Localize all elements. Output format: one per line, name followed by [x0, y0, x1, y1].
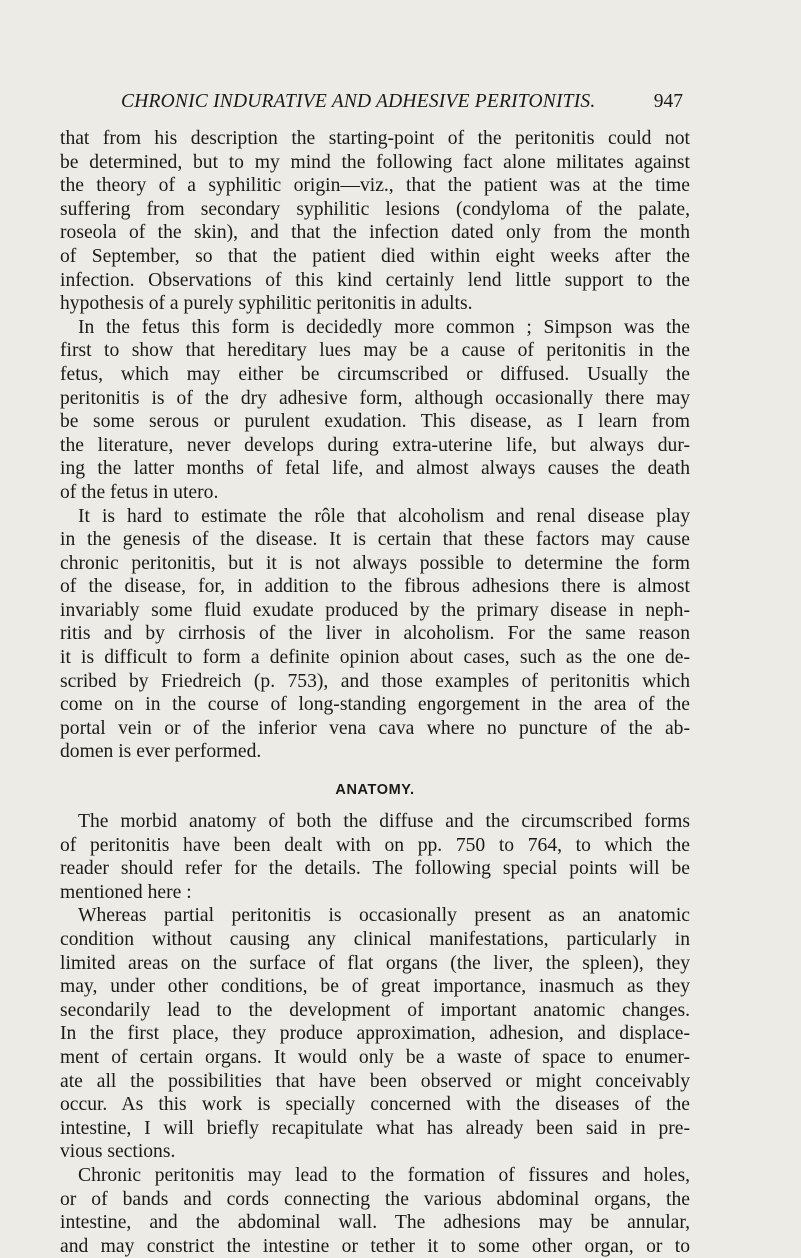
- text-line: suffering from secondary syphilitic lesions (condyloma of the palate,: [60, 198, 690, 220]
- text-line: condition without causing any clinical manifestations, particularly in: [60, 929, 690, 950]
- text-line: in the genesis of the disease. It is certain that these factors may cause: [60, 529, 690, 551]
- text-line: hypothesis of a purely syphilitic peritonitis in adults.: [60, 293, 473, 315]
- text-line: peritonitis is of the dry adhesive form, although occasionally there may: [60, 387, 690, 409]
- text-line: infection. Observations of this kind certainly lend little support to the: [60, 269, 690, 291]
- text-line: may, under other conditions, be of great importance, inasmuch as they: [60, 976, 690, 998]
- text-line: intestine, and the abdominal wall. The adhesions may be annular,: [60, 1212, 690, 1234]
- text-line: the literature, never develops during extra-uterine life, but always dur-: [60, 434, 690, 456]
- text-line: reader should refer for the details. The following special points will be: [60, 858, 690, 880]
- text-line: of peritonitis have been dealt with on pp. 750 to 764, to which the: [60, 834, 690, 856]
- text-line: The morbid anatomy of both the diffuse and the circumscribed forms: [78, 811, 690, 833]
- text-line: of September, so that the patient died within eight weeks after the: [60, 245, 690, 267]
- text-line: In the first place, they produce approximation, adhesion, and displace-: [60, 1023, 690, 1045]
- text-line: and may constrict the intestine or tether it to some other organ, or to: [60, 1235, 690, 1257]
- text-line: Chronic peritonitis may lead to the formation of fissures and holes,: [78, 1164, 690, 1186]
- text-line: the theory of a syphilitic origin—viz., that the patient was at the time: [60, 175, 690, 197]
- text-line: ing the latter months of fetal life, and almost always causes the death: [60, 458, 690, 480]
- body-text: [60, 127, 690, 1258]
- text-line: It is hard to estimate the rôle that alcoholism and renal disease play: [78, 505, 690, 527]
- text-line: ment of certain organs. It would only be a waste of space to enumer-: [60, 1046, 690, 1068]
- text-line: secondarily lead to the development of important anatomic changes.: [60, 999, 690, 1021]
- text-line: occur. As this work is specially concerned with the diseases of the: [60, 1094, 690, 1116]
- text-line: In the fetus this form is decidedly more common ; Simpson was the: [78, 316, 690, 338]
- text-line: of the disease, for, in addition to the fibrous adhesions there is almost: [60, 576, 690, 598]
- text-line: Whereas partial peritonitis is occasionally present as an anatomic: [78, 905, 690, 927]
- text-line: ate all the possibilities that have been observed or might conceivably: [60, 1070, 690, 1092]
- text-line: intestine, I will briefly recapitulate what has already been said in pre-: [60, 1117, 690, 1139]
- text-line: be determined, but to my mind the following fact alone militates against: [60, 151, 690, 173]
- running-title: CHRONIC INDURATIVE AND ADHESIVE PERITONITIS.: [121, 91, 596, 112]
- text-line: vious sections.: [60, 1141, 176, 1163]
- text-line: ritis and by cirrhosis of the liver in alcoholism. For the same reason: [60, 623, 690, 645]
- text-line: chronic peritonitis, but it is not always possible to determine the form: [60, 552, 690, 574]
- text-line: of the fetus in utero.: [60, 481, 219, 503]
- text-line: be some serous or purulent exudation. This disease, as I learn from: [60, 411, 690, 433]
- page-number: 947: [653, 91, 683, 112]
- text-line: fetus, which may either be circumscribed or diffused. Usually the: [60, 363, 690, 385]
- text-line: roseola of the skin), and that the infection dated only from the month: [60, 222, 690, 244]
- text-line: domen is ever performed.: [60, 741, 262, 763]
- text-line: invariably some fluid exudate produced by the primary disease in neph-: [60, 599, 690, 621]
- section-heading: ANATOMY.: [335, 782, 415, 799]
- text-line: limited areas on the surface of flat organs (the liver, the spleen), they: [60, 952, 690, 974]
- text-line: mentioned here :: [60, 881, 192, 903]
- text-line: scribed by Friedreich (p. 753), and those examples of peritonitis which: [60, 670, 690, 692]
- text-line: first to show that hereditary lues may be a cause of peritonitis in the: [60, 340, 690, 362]
- text-line: or of bands and cords connecting the various abdominal organs, the: [60, 1188, 690, 1210]
- running-head: [121, 91, 683, 115]
- text-line: that from his description the starting-point of the peritonitis could not: [60, 128, 690, 149]
- text-line: come on in the course of long-standing engorgement in the area of the: [60, 694, 690, 716]
- text-line: portal vein or of the inferior vena cava where no puncture of the ab-: [60, 717, 690, 739]
- text-line: it is difficult to form a definite opinion about cases, such as the one de-: [60, 647, 690, 669]
